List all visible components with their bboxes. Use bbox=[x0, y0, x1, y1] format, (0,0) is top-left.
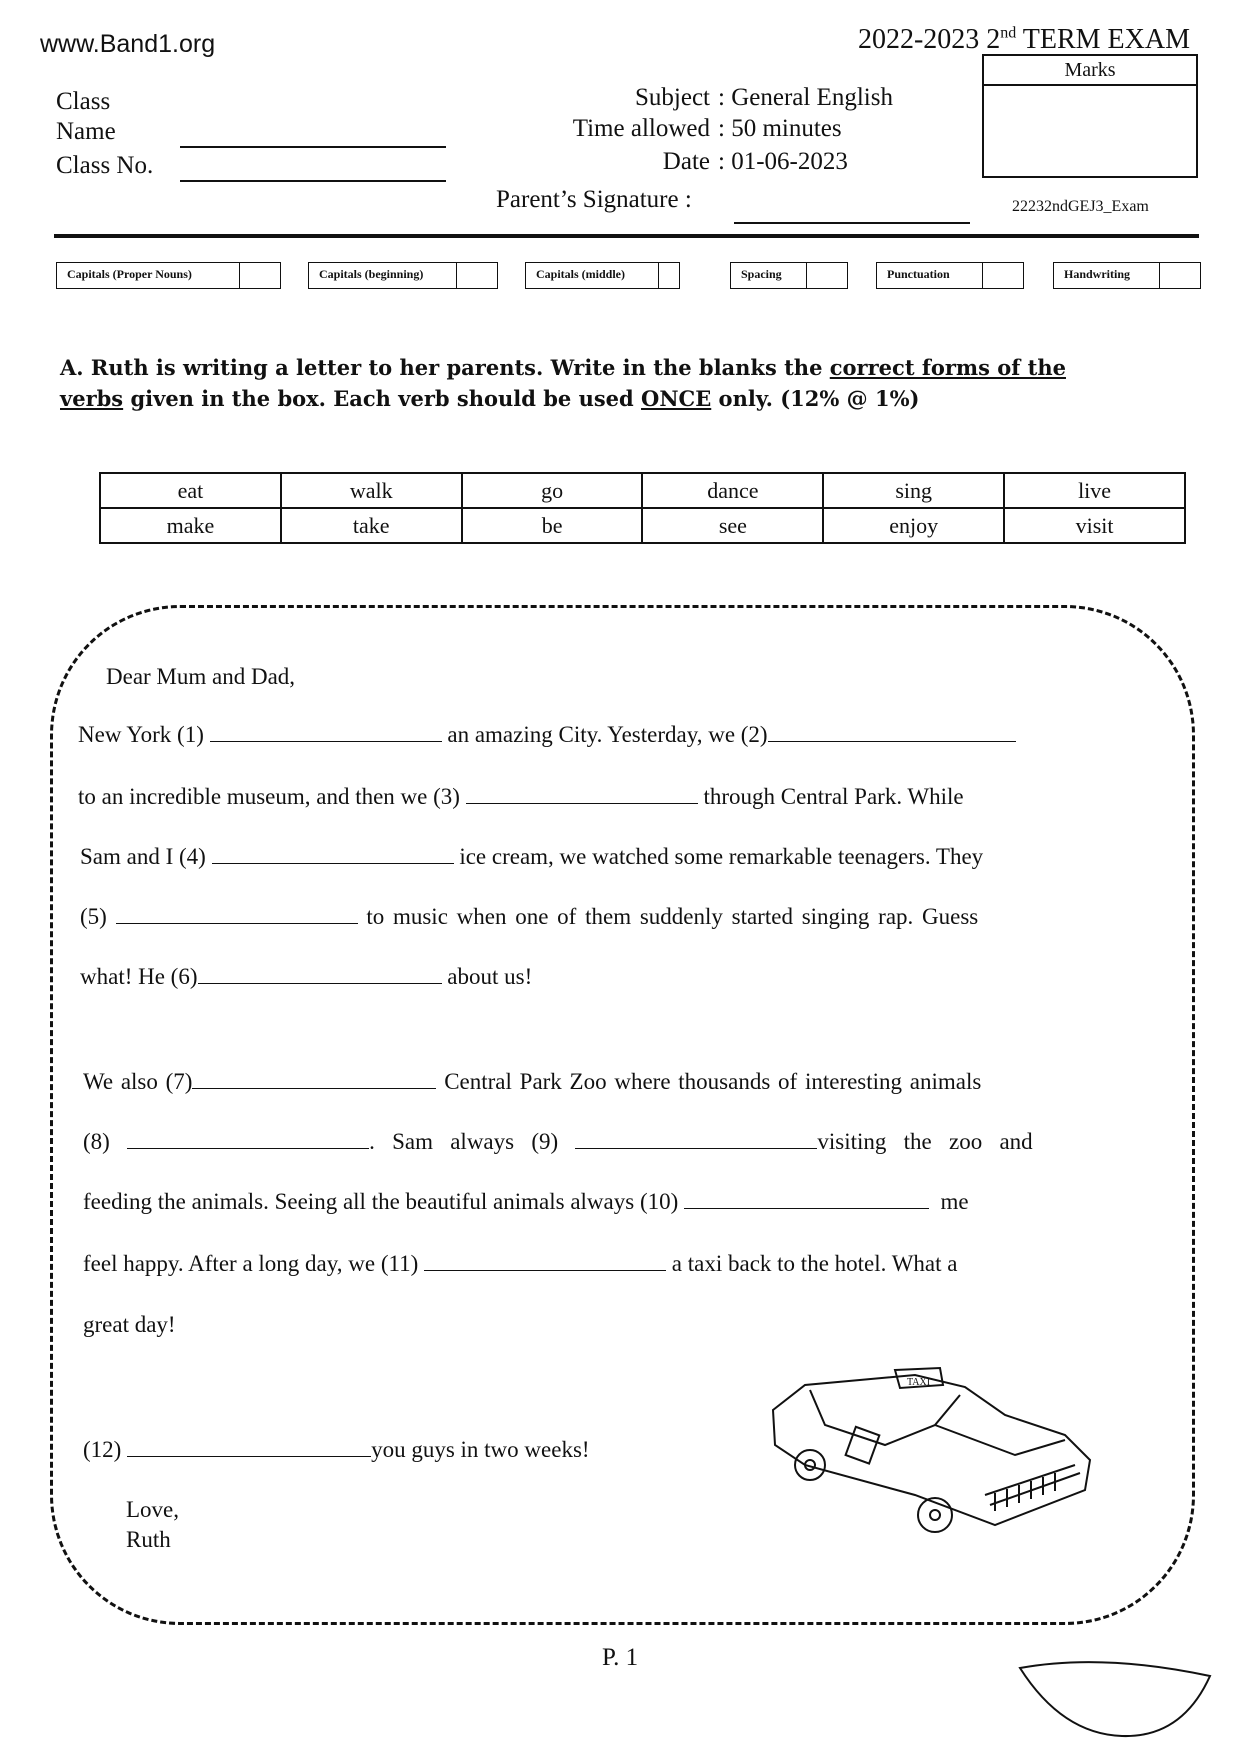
taxi-illustration bbox=[765, 1365, 1105, 1550]
blank-10[interactable] bbox=[684, 1189, 929, 1209]
closing: Love, bbox=[126, 1497, 180, 1522]
verb: make bbox=[100, 508, 281, 543]
text: New York (1) bbox=[78, 722, 204, 747]
signature-field[interactable] bbox=[734, 222, 970, 224]
category-label: Spacing bbox=[731, 263, 807, 288]
exam-year: 2022-2023 2 bbox=[857, 24, 1001, 55]
text: me bbox=[940, 1189, 969, 1214]
verb: live bbox=[1004, 473, 1185, 508]
class-label: Class bbox=[56, 88, 111, 115]
question-a-instructions: A. Ruth is writing a letter to her parents. Write in the blanks the correct forms of the verbs given in the box. Each verb should be used ONCE only. (12% @ 1%) bbox=[60, 355, 1066, 411]
text: a taxi back to the hotel. What a bbox=[671, 1251, 958, 1276]
category-label: Capitals (beginning) bbox=[309, 263, 457, 288]
verb: enjoy bbox=[823, 508, 1004, 543]
exam-code: 22232ndGEJ3_Exam bbox=[1012, 198, 1149, 215]
text: what! He (6) bbox=[80, 964, 198, 989]
verb: go bbox=[462, 473, 643, 508]
time-value: : 50 minutes bbox=[718, 115, 842, 142]
category-label: Capitals (middle) bbox=[526, 263, 659, 288]
blank-7[interactable] bbox=[192, 1069, 436, 1089]
text: Central Park Zoo where thousands of interesting animals bbox=[444, 1069, 982, 1094]
verb: see bbox=[642, 508, 823, 543]
exam-sup: nd bbox=[1000, 24, 1017, 42]
exam-term: TERM EXAM bbox=[1016, 24, 1190, 55]
category-label: Capitals (Proper Nouns) bbox=[57, 263, 240, 288]
text: to music when one of them suddenly started singing rap. Guess bbox=[366, 904, 979, 929]
blank-8[interactable] bbox=[127, 1129, 369, 1149]
blank-2[interactable] bbox=[768, 722, 1016, 742]
classno-label: Class No. bbox=[56, 152, 154, 179]
text: feel happy. After a long day, we (11) bbox=[83, 1251, 419, 1276]
category-label: Handwriting bbox=[1054, 263, 1160, 288]
verb: visit bbox=[1004, 508, 1185, 543]
greeting: Dear Mum and Dad, bbox=[106, 664, 296, 689]
text: (12) bbox=[83, 1437, 122, 1462]
text: We also (7) bbox=[83, 1069, 193, 1094]
category-label: Punctuation bbox=[877, 263, 983, 288]
blank-11[interactable] bbox=[424, 1251, 666, 1271]
blank-3[interactable] bbox=[466, 784, 698, 804]
text: you guys in two weeks! bbox=[371, 1437, 590, 1462]
text: ice cream, we watched some remarkable teenagers. They bbox=[459, 844, 984, 869]
text: about us! bbox=[447, 964, 533, 989]
text: through Central Park. While bbox=[703, 784, 964, 809]
oval-mark bbox=[1012, 1658, 1214, 1740]
text: to an incredible museum, and then we (3) bbox=[78, 784, 460, 809]
exam-title bbox=[858, 24, 1190, 56]
text: (5) bbox=[80, 904, 107, 929]
text: feeding the animals. Seeing all the beautiful animals always (10) bbox=[83, 1189, 679, 1214]
blank-5[interactable] bbox=[116, 904, 358, 924]
verb: walk bbox=[281, 473, 462, 508]
signoff: Ruth bbox=[126, 1527, 171, 1552]
text: Sam and I (4) bbox=[80, 844, 206, 869]
date-value: : 01-06-2023 bbox=[718, 148, 848, 175]
signature-label: Parent’s Signature : bbox=[496, 186, 692, 213]
marks-box bbox=[982, 54, 1198, 178]
svg-text:TAXI: TAXI bbox=[907, 1377, 931, 1388]
category-box bbox=[876, 262, 1024, 289]
category-box bbox=[730, 262, 848, 289]
text: . Sam always (9) bbox=[369, 1129, 559, 1154]
subject-label: Subject bbox=[635, 84, 710, 111]
text: an amazing City. Yesterday, we (2) bbox=[447, 722, 768, 747]
blank-4[interactable] bbox=[212, 844, 454, 864]
category-box bbox=[525, 262, 680, 289]
category-box bbox=[1053, 262, 1201, 289]
site-watermark: www.Band1.org bbox=[40, 30, 216, 58]
verb: take bbox=[281, 508, 462, 543]
verb: eat bbox=[100, 473, 281, 508]
verb: dance bbox=[642, 473, 823, 508]
date-label: Date bbox=[662, 148, 710, 175]
blank-12[interactable] bbox=[127, 1437, 371, 1457]
category-box bbox=[308, 262, 498, 289]
verb: sing bbox=[823, 473, 1004, 508]
classno-field[interactable] bbox=[180, 180, 446, 182]
text: visiting the zoo and bbox=[817, 1129, 1033, 1154]
page-number: P. 1 bbox=[602, 1644, 639, 1671]
divider bbox=[54, 234, 1199, 238]
verb-box bbox=[99, 472, 1186, 544]
name-label: Name bbox=[56, 118, 116, 145]
verb: be bbox=[462, 508, 643, 543]
category-box bbox=[56, 262, 281, 289]
name-field[interactable] bbox=[180, 146, 446, 148]
marks-label: Marks bbox=[984, 56, 1196, 86]
text: (8) bbox=[83, 1129, 110, 1154]
blank-9[interactable] bbox=[575, 1129, 817, 1149]
blank-6[interactable] bbox=[198, 964, 442, 984]
subject-value: : General English bbox=[718, 84, 893, 111]
time-label: Time allowed bbox=[572, 115, 710, 142]
text: great day! bbox=[83, 1312, 176, 1337]
blank-1[interactable] bbox=[210, 722, 442, 742]
